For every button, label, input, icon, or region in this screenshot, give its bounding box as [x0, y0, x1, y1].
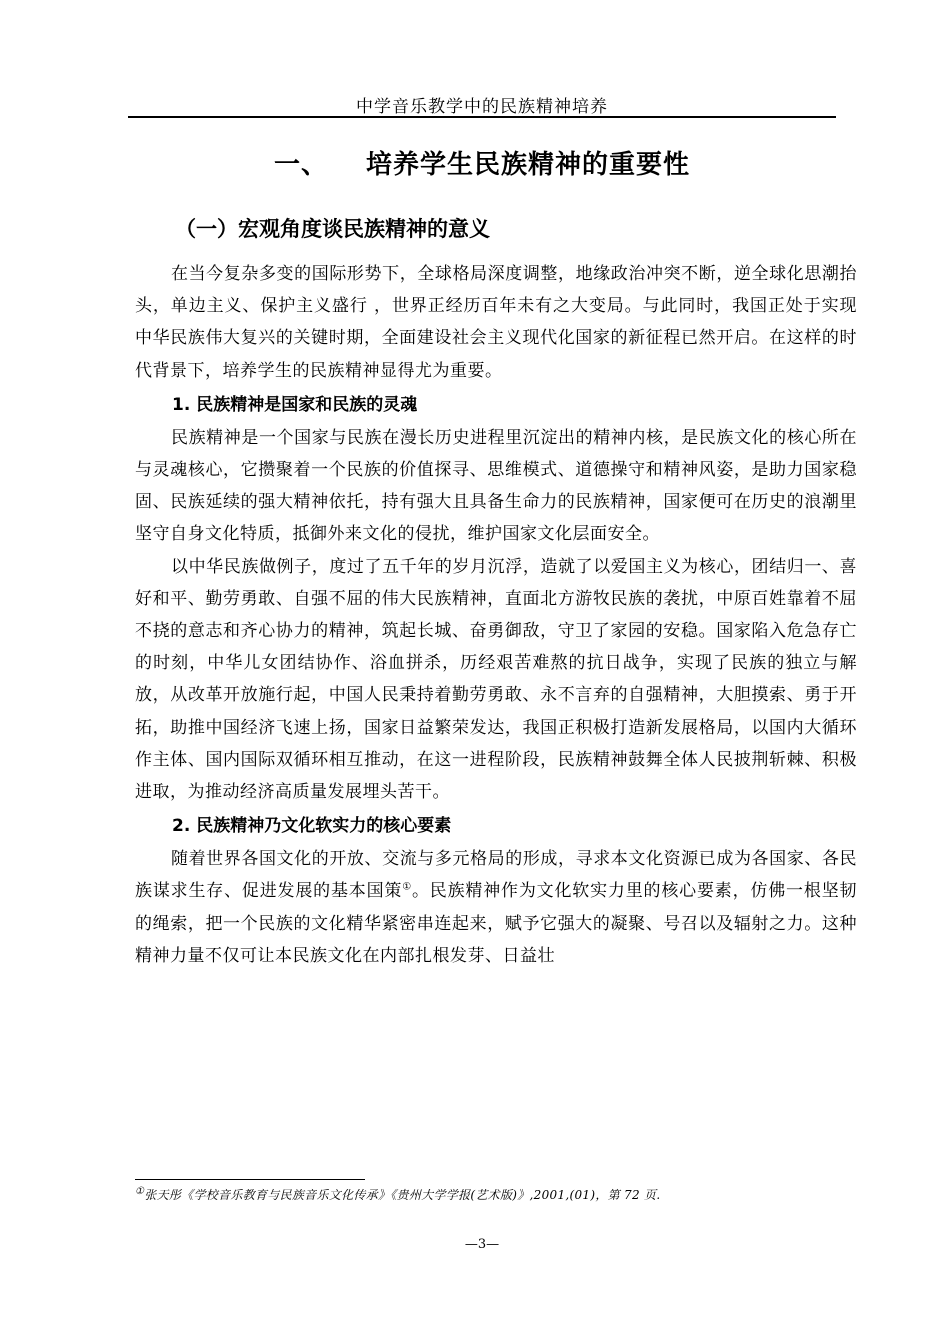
paragraph: 以中华民族做例子，度过了五千年的岁月沉浮，造就了以爱国主义为核心，团结归一、喜好和平、勤劳勇敢、自强不屈的伟大民族精神，直面北方游牧民族的袭扰，中原百姓靠着不屈不挠的意志和齐心协力的精神，筑起长城、奋勇御敌，守卫了家园的安稳。国家陷入危急存亡的时刻，中华儿女团结协作、浴血拼杀，历经艰苦难熬的抗日战争，实现了民族的独立与解放，从改革开放施行起，中国人民秉持着勤劳勇敢、永不言弃的自强精神，大胆摸索、勇于开拓，助推中国经济飞速上扬，国家日益繁荣发达，我国正积极打造新发展格局，以国内大循环作主体、国内国际双循环相互推动，在这一进程阶段，民族精神鼓舞全体人民披荆斩棘、积极进取，为推动经济高质量发展埋头苦干。: [135, 556, 857, 803]
paragraph-text: 。民族精神作为文化软实力里的核心要素，仿佛一根坚韧的绳索，把一个民族的文化精华紧密串连起来，赋予它强大的凝聚、号召以及辐射之力。这种精神力量不仅可让本民族文化在内部扎根发芽、日益壮: [135, 881, 858, 966]
chapter-title: [128, 144, 836, 181]
section-title: （一）宏观角度谈民族精神的意义: [175, 217, 490, 241]
paragraph-text: 随着世界各国文化的开放、交流与多元格局的形成，寻求本文化资源已成为各国家、各民族谋求生存、促进发展的基本国策: [135, 849, 857, 902]
paragraph: 在当今复杂多变的国际形势下，全球格局深度调整，地缘政治冲突不断，逆全球化思潮抬头，单边主义、保护主义盛行 ，世界正经历百年未有之大变局。与此同时，我国正处于实现中华民族伟大复兴的关键时期，全面建设社会主义现代化国家的新征程已然开启。在这样的时代背景下，培养学生的民族精神显得尤为重要。: [135, 264, 857, 381]
footnote: [135, 1186, 857, 1203]
page-number: —3—: [464, 1237, 500, 1252]
footnote-text: 张天彤《学校音乐教育与民族音乐文化传承》《贵州大学学报(艺术版)》,2001,(01)，第 72 页.: [144, 1188, 661, 1202]
paragraph: [135, 843, 857, 972]
paragraph: 民族精神是一个国家与民族在漫长历史进程里沉淀出的精神内核，是民族文化的核心所在与灵魂核心，它攒聚着一个民族的价值探寻、思维模式、道德操守和精神风姿，是助力国家稳固、民族延续的强大精神依托，持有强大且具备生命力的民族精神，国家便可在历史的浪潮里坚守自身文化特质，抵御外来文化的侵扰，维护国家文化层面安全。: [135, 427, 857, 545]
chapter-title-text: 培养学生民族精神的重要性: [366, 150, 691, 180]
footnote-mark: ①: [135, 1186, 145, 1197]
subheading: 1. 民族精神是国家和民族的灵魂: [172, 394, 418, 415]
footnote-reference: ①: [402, 881, 412, 893]
body-text: [135, 258, 857, 972]
running-header: 中学音乐教学中的民族精神培养: [356, 97, 608, 117]
subheading: 2. 民族精神乃文化软实力的核心要素: [172, 816, 452, 837]
header-rule: [128, 116, 836, 118]
footnote-rule: [135, 1179, 365, 1180]
chapter-number: 一、: [273, 150, 328, 180]
